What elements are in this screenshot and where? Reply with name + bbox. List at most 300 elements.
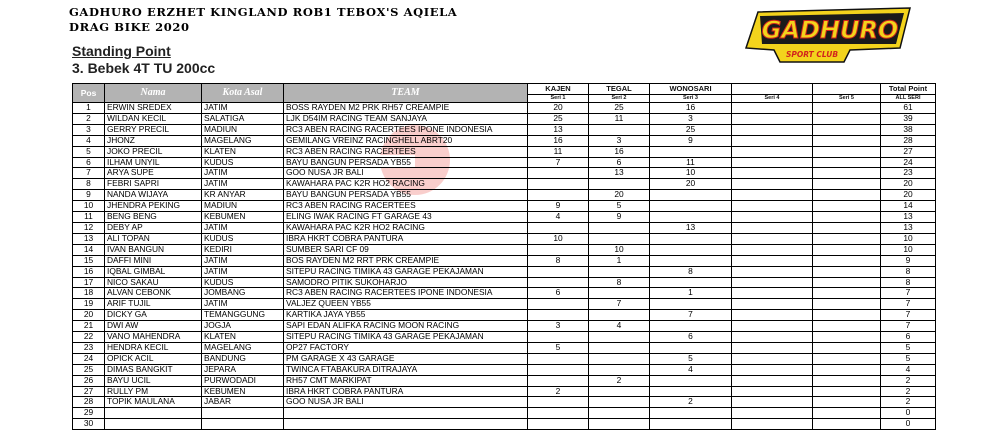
row-seri-2 — [589, 233, 650, 244]
row-seri-2 — [589, 408, 650, 419]
table-row — [73, 157, 936, 168]
row-seri-5 — [813, 146, 881, 157]
row-seri-2 — [589, 353, 650, 364]
row-seri-5 — [813, 364, 881, 375]
row-seri-1 — [528, 222, 589, 233]
row-team — [284, 419, 528, 430]
standings-table — [72, 83, 936, 430]
row-seri-1 — [528, 364, 589, 375]
svg-text:GADHURO: GADHURO — [761, 16, 899, 44]
row-seri-5 — [813, 353, 881, 364]
row-team: TWINCA FTABAKURA DITRAJAYA — [284, 364, 528, 375]
row-seri-5 — [813, 419, 881, 430]
row-seri-2 — [589, 332, 650, 343]
row-seri-3: 7 — [650, 310, 732, 321]
table-row — [73, 244, 936, 255]
row-kota: JATIM — [202, 255, 284, 266]
row-total: 8 — [881, 277, 936, 288]
table-row — [73, 168, 936, 179]
row-kota: KR ANYAR — [202, 190, 284, 201]
gadhuro-logo — [740, 4, 918, 66]
row-seri-3: 16 — [650, 103, 732, 114]
row-team: SAMODRO PITIK SUKOHARJO — [284, 277, 528, 288]
row-seri-4 — [732, 299, 813, 310]
row-seri-3: 3 — [650, 113, 732, 124]
row-nama: ARIF TUJIL — [105, 299, 202, 310]
row-seri-4 — [732, 212, 813, 223]
row-seri-3 — [650, 321, 732, 332]
row-seri-3 — [650, 277, 732, 288]
row-seri-1: 2 — [528, 386, 589, 397]
row-seri-3 — [650, 375, 732, 386]
table-row — [73, 397, 936, 408]
row-seri-2: 20 — [589, 190, 650, 201]
row-nama: RULLY PM — [105, 386, 202, 397]
table-row — [73, 201, 936, 212]
row-total: 2 — [881, 386, 936, 397]
row-kota: JOGJA — [202, 321, 284, 332]
row-seri-2: 11 — [589, 113, 650, 124]
row-seri-2: 2 — [589, 375, 650, 386]
row-seri-5 — [813, 135, 881, 146]
row-team: SITEPU RACING TIMIKA 43 GARAGE PEKAJAMAN — [284, 266, 528, 277]
row-seri-1: 25 — [528, 113, 589, 124]
row-seri-4 — [732, 288, 813, 299]
row-seri-4 — [732, 364, 813, 375]
row-seri-2 — [589, 386, 650, 397]
row-kota: JATIM — [202, 168, 284, 179]
header-kota: Kota Asal — [202, 84, 284, 103]
row-seri-5 — [813, 397, 881, 408]
table-row — [73, 212, 936, 223]
header-total: Total Point — [881, 84, 936, 95]
row-team: RC3 ABEN RACING RACERTEES — [284, 201, 528, 212]
row-nama: IVAN BANGUN — [105, 244, 202, 255]
row-pos: 20 — [73, 310, 105, 321]
row-total: 0 — [881, 408, 936, 419]
row-seri-1: 6 — [528, 288, 589, 299]
row-pos: 17 — [73, 277, 105, 288]
row-seri-5 — [813, 386, 881, 397]
row-seri-4 — [732, 353, 813, 364]
row-seri-1: 5 — [528, 342, 589, 353]
row-seri-4 — [732, 103, 813, 114]
row-seri-4 — [732, 397, 813, 408]
row-seri-2: 8 — [589, 277, 650, 288]
row-seri-1 — [528, 375, 589, 386]
row-kota: KUDUS — [202, 233, 284, 244]
row-pos: 8 — [73, 179, 105, 190]
row-total: 7 — [881, 288, 936, 299]
row-pos: 14 — [73, 244, 105, 255]
row-total: 20 — [881, 179, 936, 190]
row-pos: 11 — [73, 212, 105, 223]
table-row — [73, 310, 936, 321]
row-pos: 28 — [73, 397, 105, 408]
table-row — [73, 419, 936, 430]
row-seri-5 — [813, 179, 881, 190]
row-seri-2 — [589, 222, 650, 233]
row-kota: SALATIGA — [202, 113, 284, 124]
row-seri-4 — [732, 408, 813, 419]
row-nama: DWI AW — [105, 321, 202, 332]
row-total: 2 — [881, 375, 936, 386]
row-seri-1 — [528, 353, 589, 364]
header-pos: Pos — [73, 84, 105, 103]
row-seri-3 — [650, 201, 732, 212]
row-team: PM GARAGE X 43 GARAGE — [284, 353, 528, 364]
row-pos: 25 — [73, 364, 105, 375]
row-seri-2 — [589, 364, 650, 375]
row-seri-2: 10 — [589, 244, 650, 255]
row-nama: ALVAN CEBONK — [105, 288, 202, 299]
row-seri-1: 13 — [528, 124, 589, 135]
row-total: 39 — [881, 113, 936, 124]
row-kota: KUDUS — [202, 157, 284, 168]
row-team: BAYU BANGUN PERSADA YB55 — [284, 157, 528, 168]
row-seri-1 — [528, 244, 589, 255]
row-total: 9 — [881, 255, 936, 266]
row-pos: 26 — [73, 375, 105, 386]
row-seri-1 — [528, 266, 589, 277]
table-row — [73, 113, 936, 124]
row-seri-4 — [732, 375, 813, 386]
row-kota: KEBUMEN — [202, 212, 284, 223]
row-team: RC3 ABEN RACING RACERTEES IPONE INDONESIA — [284, 288, 528, 299]
row-seri-4 — [732, 342, 813, 353]
row-total: 2 — [881, 397, 936, 408]
row-seri-3: 1 — [650, 288, 732, 299]
row-kota: JATIM — [202, 179, 284, 190]
header-team: TEAM — [284, 84, 528, 103]
row-pos: 21 — [73, 321, 105, 332]
row-seri-4 — [732, 266, 813, 277]
header-all-seri: ALL SERI — [881, 95, 936, 103]
row-seri-3 — [650, 190, 732, 201]
row-seri-2: 9 — [589, 212, 650, 223]
table-row — [73, 124, 936, 135]
row-seri-4 — [732, 386, 813, 397]
row-pos: 1 — [73, 103, 105, 114]
row-nama: JHONZ — [105, 135, 202, 146]
row-kota: MADIUN — [202, 201, 284, 212]
row-seri-3 — [650, 299, 732, 310]
row-seri-4 — [732, 321, 813, 332]
row-team: OP27 FACTORY — [284, 342, 528, 353]
row-nama: BAYU UCIL — [105, 375, 202, 386]
row-total: 10 — [881, 244, 936, 255]
row-kota: MADIUN — [202, 124, 284, 135]
row-kota: JABAR — [202, 397, 284, 408]
row-total: 14 — [881, 201, 936, 212]
row-seri-3: 2 — [650, 397, 732, 408]
row-seri-4 — [732, 146, 813, 157]
row-nama: ALI TOPAN — [105, 233, 202, 244]
row-kota — [202, 419, 284, 430]
row-kota: TEMANGGUNG — [202, 310, 284, 321]
row-total: 24 — [881, 157, 936, 168]
row-nama: HENDRA KECIL — [105, 342, 202, 353]
row-nama: WILDAN KECIL — [105, 113, 202, 124]
header-kajen: KAJEN — [528, 84, 589, 95]
row-seri-1 — [528, 277, 589, 288]
row-seri-2 — [589, 124, 650, 135]
table-row — [73, 222, 936, 233]
row-seri-2: 3 — [589, 135, 650, 146]
row-seri-4 — [732, 135, 813, 146]
row-total: 0 — [881, 419, 936, 430]
row-pos: 15 — [73, 255, 105, 266]
row-seri-3 — [650, 342, 732, 353]
row-seri-3 — [650, 408, 732, 419]
row-team: SUMBER SARI CF 09 — [284, 244, 528, 255]
row-nama: DAFFI MINI — [105, 255, 202, 266]
row-total: 6 — [881, 332, 936, 343]
row-team: IBRA HKRT COBRA PANTURA — [284, 233, 528, 244]
document-subtitle: DRAG BIKE 2020 — [69, 20, 190, 34]
row-seri-3 — [650, 233, 732, 244]
header-blank-5 — [813, 84, 881, 95]
row-team: RC3 ABEN RACING RACERTEES IPONE INDONESIA — [284, 124, 528, 135]
table-row — [73, 353, 936, 364]
row-seri-4 — [732, 310, 813, 321]
row-seri-3 — [650, 386, 732, 397]
row-seri-5 — [813, 244, 881, 255]
row-kota: MAGELANG — [202, 342, 284, 353]
row-seri-4 — [732, 255, 813, 266]
row-total: 13 — [881, 222, 936, 233]
row-kota: JATIM — [202, 103, 284, 114]
row-total: 7 — [881, 310, 936, 321]
row-pos: 24 — [73, 353, 105, 364]
row-seri-3: 11 — [650, 157, 732, 168]
table-row — [73, 364, 936, 375]
row-seri-3: 25 — [650, 124, 732, 135]
row-seri-5 — [813, 408, 881, 419]
row-seri-3: 13 — [650, 222, 732, 233]
row-seri-1: 10 — [528, 233, 589, 244]
row-seri-5 — [813, 113, 881, 124]
row-pos: 22 — [73, 332, 105, 343]
row-kota: JOMBANG — [202, 288, 284, 299]
row-pos: 2 — [73, 113, 105, 124]
row-pos: 18 — [73, 288, 105, 299]
row-nama: ARYA SUPE — [105, 168, 202, 179]
row-seri-5 — [813, 375, 881, 386]
row-nama: ILHAM UNYIL — [105, 157, 202, 168]
row-seri-4 — [732, 113, 813, 124]
row-seri-1 — [528, 397, 589, 408]
row-seri-5 — [813, 201, 881, 212]
row-pos: 5 — [73, 146, 105, 157]
category-heading: 3. Bebek 4T TU 200cc — [72, 60, 216, 76]
header-seri-3: Seri 3 — [650, 95, 732, 103]
row-seri-2 — [589, 288, 650, 299]
row-nama: IQBAL GIMBAL — [105, 266, 202, 277]
row-seri-3: 20 — [650, 179, 732, 190]
row-seri-5 — [813, 190, 881, 201]
table-row — [73, 190, 936, 201]
row-nama: BENG BENG — [105, 212, 202, 223]
row-team: GEMILANG VREINZ RACINGHELL ABRT20 — [284, 135, 528, 146]
row-seri-2: 16 — [589, 146, 650, 157]
row-team: SITEPU RACING TIMIKA 43 GARAGE PEKAJAMAN — [284, 332, 528, 343]
row-seri-5 — [813, 212, 881, 223]
row-total: 4 — [881, 364, 936, 375]
row-seri-1: 7 — [528, 157, 589, 168]
row-seri-4 — [732, 168, 813, 179]
row-seri-2 — [589, 419, 650, 430]
row-team — [284, 408, 528, 419]
row-total: 5 — [881, 353, 936, 364]
row-team: RH57 CMT MARKIPAT — [284, 375, 528, 386]
row-total: 10 — [881, 233, 936, 244]
row-seri-1: 3 — [528, 321, 589, 332]
row-seri-2: 4 — [589, 321, 650, 332]
row-seri-5 — [813, 233, 881, 244]
row-total: 8 — [881, 266, 936, 277]
row-team: BOSS RAYDEN M2 PRK RH57 CREAMPIE — [284, 103, 528, 114]
row-total: 13 — [881, 212, 936, 223]
row-seri-2 — [589, 179, 650, 190]
table-row — [73, 233, 936, 244]
row-seri-2 — [589, 342, 650, 353]
row-team: KARTIKA JAYA YB55 — [284, 310, 528, 321]
row-total: 28 — [881, 135, 936, 146]
row-nama: NICO SAKAU — [105, 277, 202, 288]
row-kota: JATIM — [202, 299, 284, 310]
row-seri-4 — [732, 332, 813, 343]
row-seri-3 — [650, 255, 732, 266]
row-seri-4 — [732, 244, 813, 255]
row-seri-1 — [528, 190, 589, 201]
row-team: KAWAHARA PAC K2R HO2 RACING — [284, 222, 528, 233]
row-team: LJK D54IM RACING TEAM SANJAYA — [284, 113, 528, 124]
row-seri-1: 4 — [528, 212, 589, 223]
table-row — [73, 277, 936, 288]
row-seri-4 — [732, 233, 813, 244]
row-pos: 27 — [73, 386, 105, 397]
table-row — [73, 332, 936, 343]
row-pos: 9 — [73, 190, 105, 201]
header-seri-5: Seri 5 — [813, 95, 881, 103]
row-kota: MAGELANG — [202, 135, 284, 146]
header-nama: Nama — [105, 84, 202, 103]
header-seri-2: Seri 2 — [589, 95, 650, 103]
row-team: GOO NUSA JR BALI — [284, 168, 528, 179]
row-kota: JEPARA — [202, 364, 284, 375]
row-kota: JATIM — [202, 266, 284, 277]
header-tegal: TEGAL — [589, 84, 650, 95]
row-pos: 13 — [73, 233, 105, 244]
table-row — [73, 179, 936, 190]
row-total: 61 — [881, 103, 936, 114]
row-seri-2 — [589, 310, 650, 321]
table-row — [73, 342, 936, 353]
row-total: 23 — [881, 168, 936, 179]
row-pos: 6 — [73, 157, 105, 168]
row-seri-4 — [732, 124, 813, 135]
table-row — [73, 288, 936, 299]
row-pos: 30 — [73, 419, 105, 430]
row-seri-4 — [732, 277, 813, 288]
header-blank-4 — [732, 84, 813, 95]
row-seri-3: 9 — [650, 135, 732, 146]
svg-text:SPORT CLUB: SPORT CLUB — [785, 50, 839, 59]
table-row — [73, 386, 936, 397]
row-seri-2 — [589, 397, 650, 408]
row-nama: DEBY AP — [105, 222, 202, 233]
row-seri-1: 20 — [528, 103, 589, 114]
row-seri-1: 16 — [528, 135, 589, 146]
row-nama: VANO MAHENDRA — [105, 332, 202, 343]
table-row — [73, 135, 936, 146]
row-nama: DICKY GA — [105, 310, 202, 321]
row-total: 5 — [881, 342, 936, 353]
row-kota: KEDIRI — [202, 244, 284, 255]
row-pos: 3 — [73, 124, 105, 135]
row-nama: ERWIN SREDEX — [105, 103, 202, 114]
row-seri-2: 6 — [589, 157, 650, 168]
row-seri-3: 10 — [650, 168, 732, 179]
document-title: GADHURO ERZHET KINGLAND ROB1 TEBOX'S AQIELA — [69, 5, 458, 19]
row-seri-4 — [732, 190, 813, 201]
table-row — [73, 408, 936, 419]
row-kota: BANDUNG — [202, 353, 284, 364]
row-pos: 4 — [73, 135, 105, 146]
row-seri-1 — [528, 168, 589, 179]
header-wonosari: WONOSARI — [650, 84, 732, 95]
row-seri-5 — [813, 255, 881, 266]
row-seri-5 — [813, 157, 881, 168]
row-team: KAWAHARA PAC K2R HO2 RACING — [284, 179, 528, 190]
row-seri-3 — [650, 244, 732, 255]
row-pos: 12 — [73, 222, 105, 233]
row-nama: JOKO PRECIL — [105, 146, 202, 157]
row-seri-5 — [813, 342, 881, 353]
row-seri-1: 8 — [528, 255, 589, 266]
row-pos: 16 — [73, 266, 105, 277]
row-seri-5 — [813, 288, 881, 299]
row-nama: TOPIK MAULANA — [105, 397, 202, 408]
row-seri-5 — [813, 168, 881, 179]
row-nama: DIMAS BANGKIT — [105, 364, 202, 375]
row-team: GOO NUSA JR BALI — [284, 397, 528, 408]
row-kota: KLATEN — [202, 146, 284, 157]
row-nama: OPICK ACIL — [105, 353, 202, 364]
row-nama: JHENDRA PEKING — [105, 201, 202, 212]
row-seri-5 — [813, 321, 881, 332]
row-pos: 19 — [73, 299, 105, 310]
header-seri-1: Seri 1 — [528, 95, 589, 103]
row-team: SAPI EDAN ALIFKA RACING MOON RACING — [284, 321, 528, 332]
row-seri-5 — [813, 124, 881, 135]
row-seri-3: 4 — [650, 364, 732, 375]
table-row — [73, 266, 936, 277]
table-row — [73, 103, 936, 114]
row-pos: 23 — [73, 342, 105, 353]
row-total: 27 — [881, 146, 936, 157]
row-team: BAYU BANGUN PERSADA YB55 — [284, 190, 528, 201]
row-total: 38 — [881, 124, 936, 135]
row-team: VALJEZ QUEEN YB55 — [284, 299, 528, 310]
row-nama: GERRY PRECIL — [105, 124, 202, 135]
row-seri-2: 1 — [589, 255, 650, 266]
row-seri-5 — [813, 103, 881, 114]
row-seri-4 — [732, 222, 813, 233]
row-seri-4 — [732, 157, 813, 168]
row-team: IBRA HKRT COBRA PANTURA — [284, 386, 528, 397]
